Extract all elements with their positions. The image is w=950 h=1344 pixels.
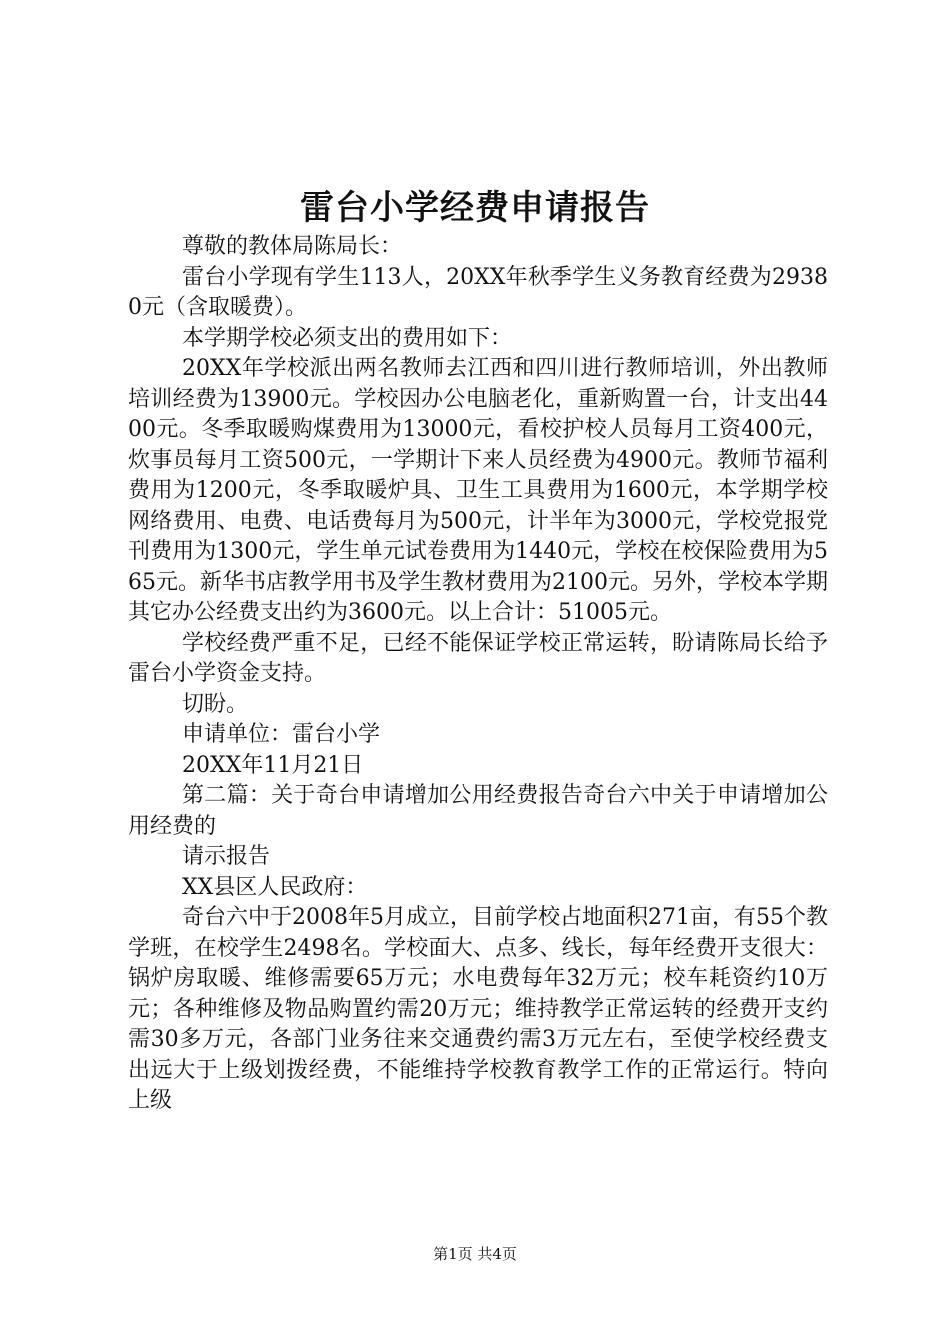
second-article-salutation: XX县区人民政府： (182, 874, 368, 900)
paragraph-request: 学校经费严重不足，已经不能保证学校正常运转，盼请陈局长给予雷台小学资金支持。 (128, 630, 828, 686)
document-title: 雷台小学经费申请报告 (300, 188, 650, 228)
paragraph-expense-details: 20XX年学校派出两名教师去江西和四川进行教师培训，外出教师培训经费为13900元。学校因办公电脑老化，重新购置一台，计支出4400元。冬季取暖购煤费用为13000元，看校护校人员每月工资400元，炊事员每月工资500元，一学期计下来人员经费为4900元。教师节福利费用为1200元，冬季取暖炉具、卫生工具费用为1600元，本学期学校网络费用、电费、电话费每月为500元，计半年为3000元，学校党报党刊费用为1300元，学生单元试卷费用为1440元，学校在校保险费用为565元。新华书店教学用书及学生教材费用为2100元。另外，学校本学期其它办公经费支出约为3600元。以上合计：51005元。 (128, 356, 828, 625)
second-article-subheading: 请示报告 (182, 844, 271, 869)
document-date: 20XX年11月21日 (182, 752, 364, 778)
second-article-heading: 第二篇：关于奇台申请增加公用经费报告奇台六中关于申请增加公用经费的 (128, 783, 828, 839)
second-article-body: 奇台六中于2008年5月成立，目前学校占地面积271亩，有55个教学班，在校学生2498名。学校面大、点多、线长，每年经费开支很大：锅炉房取暖、维修需要65万元；水电费每年32万元；校车耗资约10万元；各种维修及物品购置约需20万元；维持教学正常运转的经费开支约需30多万元，各部门业务往来交通费约需3万元左右，至使学校经费支出远大于上级划拨经费，不能维持学校教育教学工作的正常运行。特向上级 (128, 905, 828, 1113)
paragraph-expense-intro: 本学期学校必须支出的费用如下： (182, 325, 513, 351)
closing-phrase: 切盼。 (182, 691, 249, 717)
page-footer: 第1页 共4页 (433, 1245, 517, 1263)
document-body (128, 232, 828, 1117)
salutation: 尊敬的教体局陈局长： (182, 234, 403, 259)
applicant-unit: 申请单位：雷台小学 (182, 722, 381, 747)
paragraph-student-funding: 雷台小学现有学生113人，20XX年秋季学生义务教育经费为29380元（含取暖费）。 (128, 264, 828, 320)
